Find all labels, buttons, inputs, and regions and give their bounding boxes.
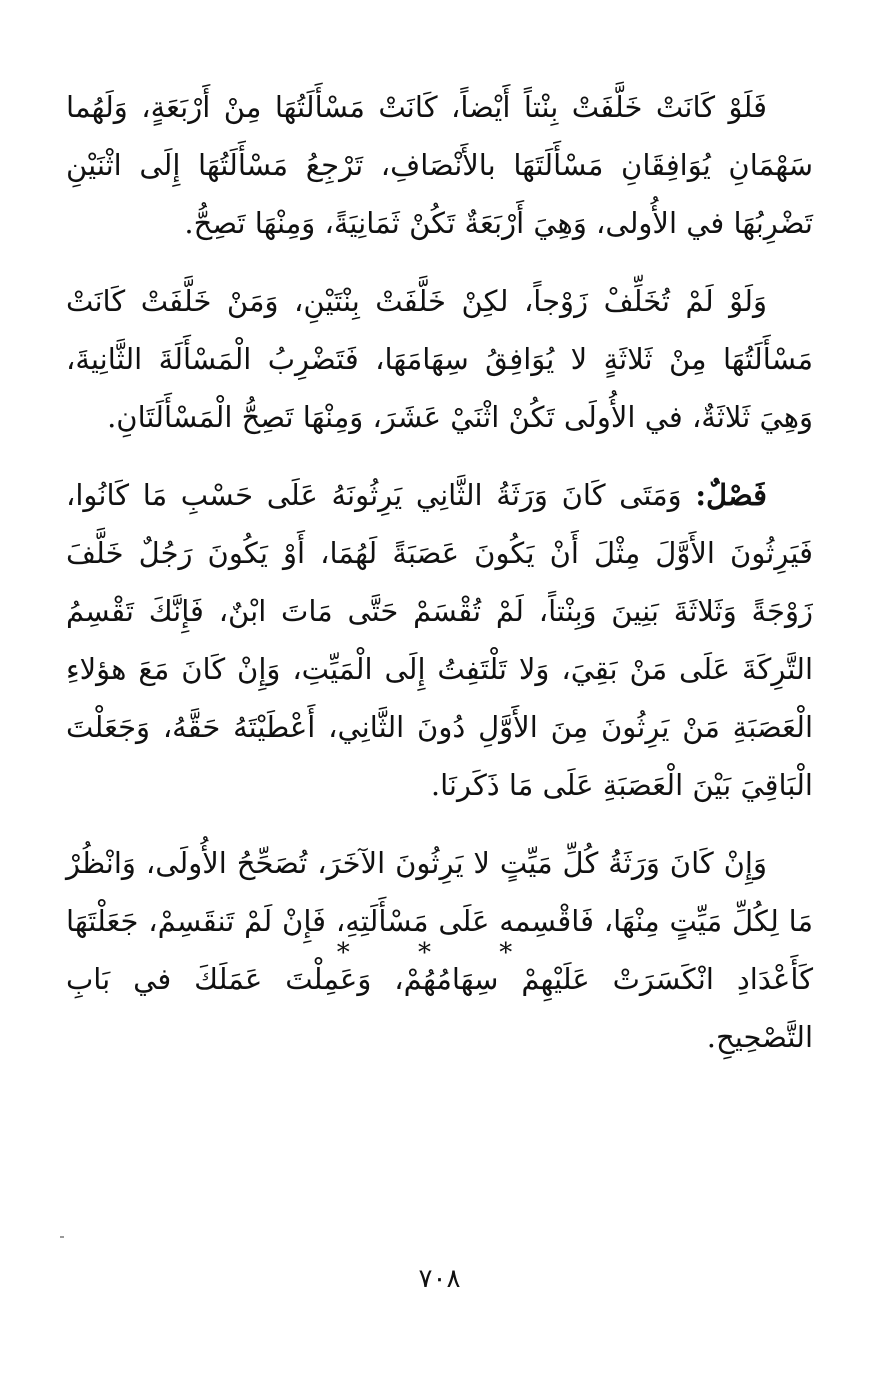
paragraph-2 xyxy=(66,272,813,446)
paragraph-2-text: وَلَوْ لَمْ تُخَلِّفْ زَوْجاً، لكِنْ خَلَّفَتْ بِنْتَيْنِ، وَمَنْ خَلَّفَتْ كَانَتْ مَسْأَلَتُهَا مِنْ ثَلاثَةٍ لا يُوَافِقُ سِهَامَهَا، فَتَضْرِبُ الْمَسْأَلَةَ الثَّانِيةَ، وَهِيَ ثَلاثَةٌ، في الأُولَى تَكُنْ اثْنَيْ عَشَرَ، وَمِنْهَا تَصِحُّ الْمَسْأَلَتَانِ. xyxy=(66,284,813,434)
section-divider-asterisks: * * * xyxy=(336,938,543,968)
section-heading-fasl: فَصْلٌ: xyxy=(695,478,767,512)
paragraph-3 xyxy=(66,466,813,814)
paragraph-1 xyxy=(66,78,813,252)
scan-speck xyxy=(60,1236,64,1238)
paragraph-4-text: وَإِنْ كَانَ وَرَثَةُ كُلِّ مَيِّتٍ لا يَرِثُونَ الآخَرَ، تُصَحِّحُ الأُولَى، وَانْظُرْ مَا لِكُلِّ مَيِّتٍ مِنْهَا، فَاقْسِمه عَلَى مَسْأَلَتِهِ، فَإِنْ لَمْ تَنقَسِمْ، جَعَلْتَهَا كَأَعْدَادِ انْكَسَرَتْ عَلَيْهِمْ سِهَامُهُمْ، وَعَمِلْتَ عَمَلَكَ في بَابِ التَّصْحِيحِ. xyxy=(66,846,813,1054)
paragraph-1-text: فَلَوْ كَانَتْ خَلَّفَتْ بِنْتاً أَيْضاً، كَانَتْ مَسْأَلَتُهَا مِنْ أَرْبَعَةٍ، وَلَهُما سَهْمَانِ يُوَافِقَانِ مَسْأَلَتَهَا بالأَنْصَافِ، تَرْجِعُ مَسْأَلَتُهَا إِلَى اثْنَيْنِ تَضْرِبُهَا في الأُولى، وَهِيَ أَرْبَعَةٌ تَكُنْ ثَمَانِيَةً، وَمِنْهَا تَصِحُّ. xyxy=(66,90,813,240)
body-text xyxy=(66,78,813,1086)
page-number: ٧٠٨ xyxy=(418,1264,461,1294)
paragraph-3-text: وَمَتَى كَانَ وَرَثَةُ الثَّانِي يَرِثُونَهُ عَلَى حَسْبِ مَا كَانُوا، فَيَرِثُونَ الأَوَّلَ مِثْلَ أَنْ يَكُونَ عَصَبَةً لَهُمَا، أَوْ يَكُونَ رَجُلٌ خَلَّفَ زَوْجَةً وَثَلاثَةَ بَنِينَ وَبِنْتاً، لَمْ تُقْسَمْ حَتَّى مَاتَ ابْنٌ، فَإِنَّكَ تَقْسِمُ التَّرِكَةَ عَلَى مَنْ بَقِيَ، وَلا تَلْتَفِتُ إِلَى الْمَيِّتِ، وَإِنْ كَانَ مَعَ هؤلاءِ الْعَصَبَةِ مَنْ يَرِثُونَ مِنَ الأَوَّلِ دُونَ الثَّانِي، أَعْطَيْتَهُ حَقَّهُ، وَجَعَلْتَ الْبَاقِيَ بَيْنَ الْعَصَبَةِ عَلَى مَا ذَكَرنَا. xyxy=(66,478,813,802)
